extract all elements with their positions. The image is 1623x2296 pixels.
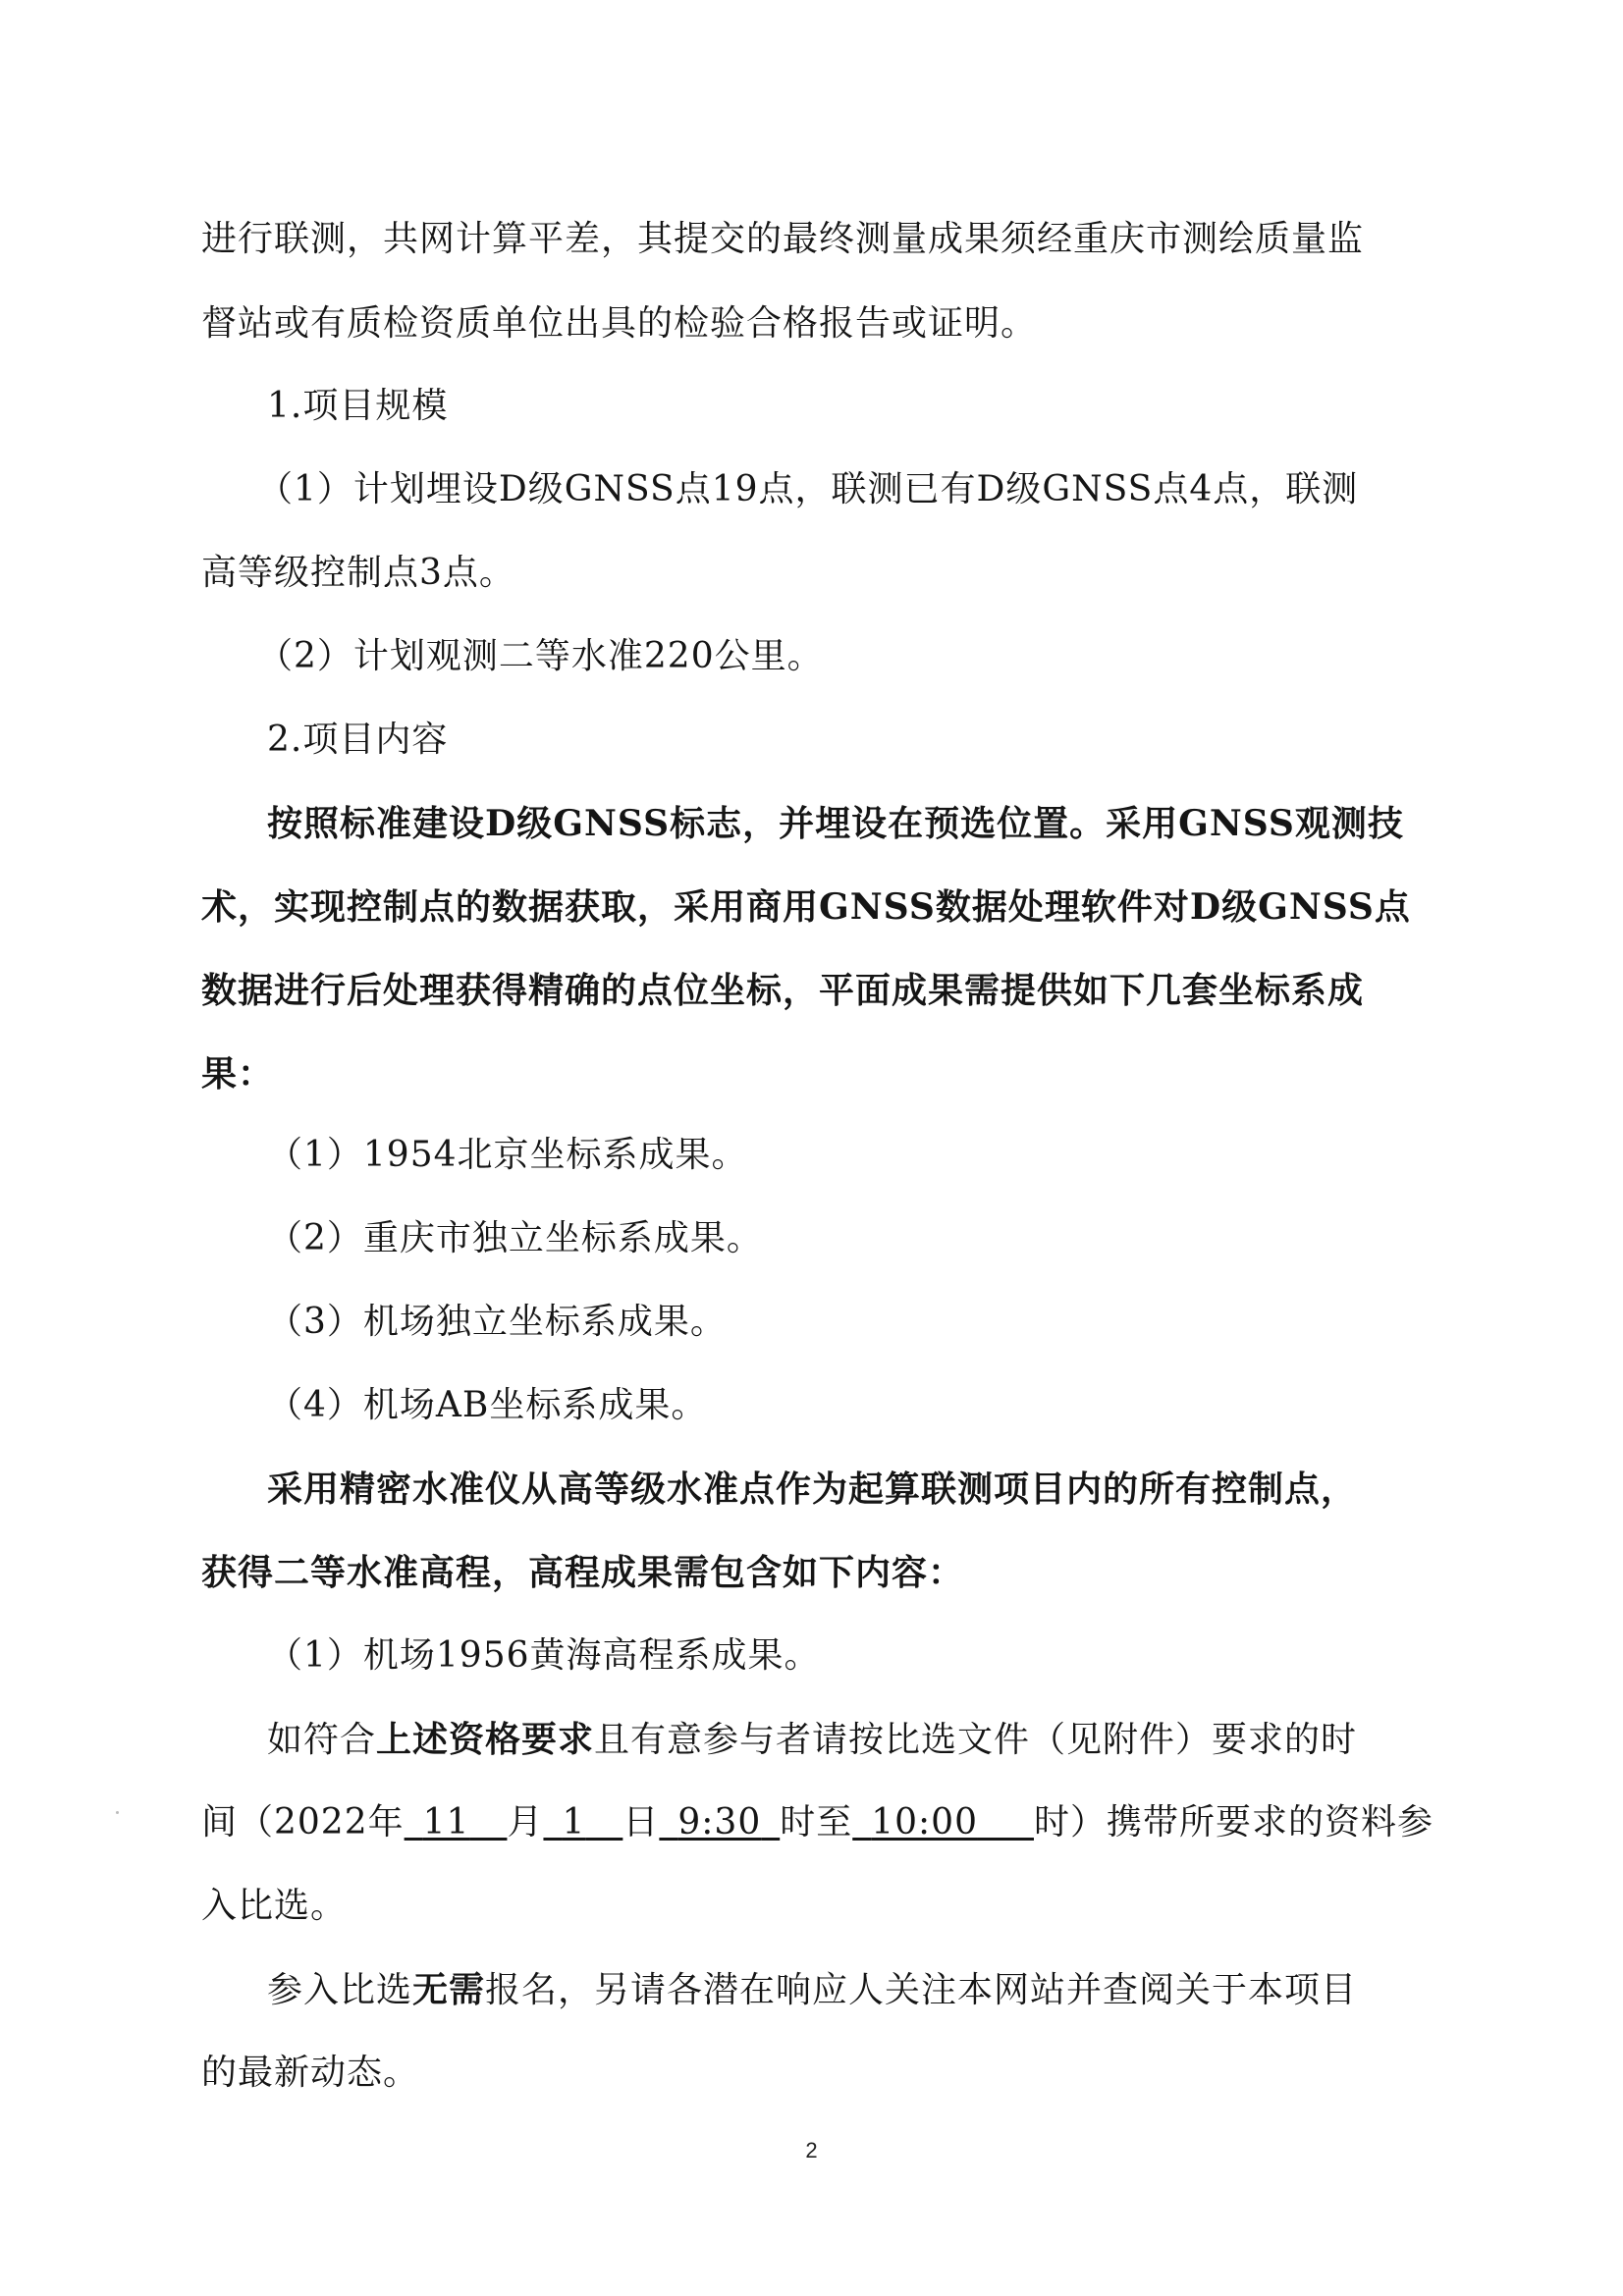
list-item: （3）机场独立坐标系成果。 xyxy=(267,1302,727,1342)
register-suffix: 报名，另请各潜在响应人关注本网站并查阅关于本项目 xyxy=(485,1970,1358,2010)
time-blank-month xyxy=(405,1802,508,1842)
body-line: 进行联测，共网计算平差，其提交的最终测量成果须经重庆市测绘质量监 xyxy=(201,219,1365,259)
body-line: 高等级控制点3点。 xyxy=(201,553,515,593)
body-line: 入比选。 xyxy=(201,1886,348,1926)
list-item: （1）1954北京坐标系成果。 xyxy=(267,1135,748,1175)
register-line xyxy=(267,1968,1357,2012)
body-line: 督站或有质检资质单位出具的检验合格报告或证明。 xyxy=(201,303,1038,344)
time-text: 月 xyxy=(507,1802,544,1842)
time-text: 时至 xyxy=(780,1802,853,1842)
time-text: 时）携带所要求的资料参 xyxy=(1033,1802,1434,1842)
body-line: 果： xyxy=(201,1053,275,1095)
body-line: （1）计划埋设D级GNSS点19点，联测已有D级GNSS点4点，联测 xyxy=(257,469,1359,509)
body-line: 的最新动态。 xyxy=(201,2053,420,2093)
body-line: 数据进行后处理获得精确的点位坐标，平面成果需提供如下几套坐标系成 xyxy=(201,970,1365,1011)
register-emphasis: 无需 xyxy=(412,1969,486,2010)
qualification-line xyxy=(267,1718,1357,1762)
qualification-emphasis: 上述资格要求 xyxy=(376,1719,595,1760)
section-heading: 2.项目内容 xyxy=(267,720,449,760)
qualification-suffix: 且有意参与者请按比选文件（见附件）要求的时 xyxy=(594,1720,1358,1760)
time-text: 日 xyxy=(622,1802,660,1842)
body-line: 采用精密水准仪从高等级水准点作为起算联测项目内的所有控制点， xyxy=(267,1468,1358,1510)
scan-speck xyxy=(116,1811,119,1814)
body-line: 获得二等水准高程，高程成果需包含如下内容： xyxy=(201,1552,965,1593)
body-line: （2）计划观测二等水准220公里。 xyxy=(257,636,824,676)
time-line xyxy=(201,1801,1434,1844)
body-line: 术，实现控制点的数据获取，采用商用GNSS数据处理软件对D级GNSS点 xyxy=(201,886,1411,928)
list-item: （2）重庆市独立坐标系成果。 xyxy=(267,1218,763,1258)
time-day-value: 1 xyxy=(562,1802,586,1842)
register-prefix: 参入比选 xyxy=(267,1970,413,2010)
time-blank-day xyxy=(543,1802,622,1842)
list-item: （4）机场AB坐标系成果。 xyxy=(267,1385,708,1425)
time-month-value: 11 xyxy=(422,1802,470,1842)
time-end-value: 10:00 xyxy=(871,1802,978,1842)
time-blank-start xyxy=(659,1802,780,1842)
section-heading: 1.项目规模 xyxy=(267,386,449,426)
time-blank-end xyxy=(852,1802,1034,1842)
time-text: 间（2022年 xyxy=(201,1802,405,1842)
list-item: （1）机场1956黄海高程系成果。 xyxy=(267,1635,821,1676)
qualification-prefix: 如符合 xyxy=(267,1720,377,1760)
body-line: 按照标准建设D级GNSS标志，并埋设在预选位置。采用GNSS观测技 xyxy=(267,803,1404,844)
page-number: 2 xyxy=(805,2138,818,2163)
time-start-value: 9:30 xyxy=(677,1802,762,1842)
